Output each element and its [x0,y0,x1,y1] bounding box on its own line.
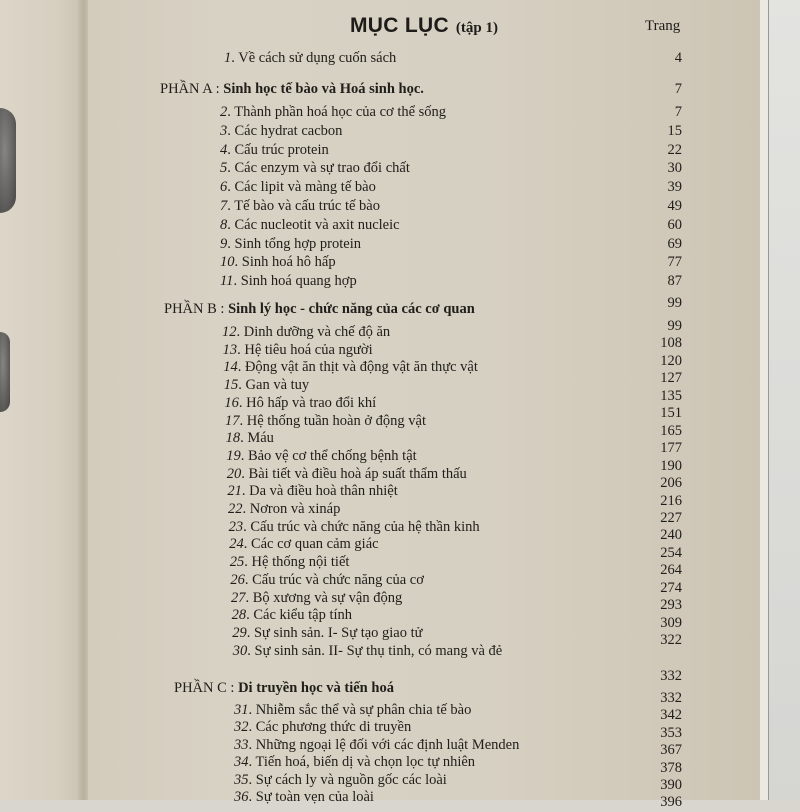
entry-title: Bảo vệ cơ thể chống bệnh tật [247,447,417,464]
entry-label [220,234,361,254]
entry-number: 14 [223,359,238,376]
entry-page: 135 [660,387,682,404]
entry-page: 332 [660,690,682,706]
toc-part [88,79,760,99]
entry-separator: . [248,702,256,718]
entry-page: 240 [660,527,682,544]
entry-page: 15 [667,122,682,139]
entry-number: 34 [234,754,249,771]
entry-number: 30 [232,642,248,659]
entry-number: 18 [225,430,241,447]
entry-separator: . [247,642,255,659]
entry-separator: . [248,789,256,805]
entry-number: 17 [225,412,240,429]
entry-label [224,48,396,68]
entry-separator: . [231,50,239,66]
entry-title: Tiến hoá, biến dị và chọn lọc tự nhiên [255,754,476,771]
entry-number: 2 [220,104,228,120]
entry-title: Da và điều hoà thân nhiệt [249,483,398,500]
entry-page: 39 [667,179,682,196]
toc-page [88,0,760,810]
entry-separator: . [246,607,254,624]
entry-number: 32 [234,719,249,736]
entry-page: 396 [660,794,682,810]
entry-page: 227 [660,509,682,526]
entry-separator: . [227,179,235,196]
entry-page: 353 [660,724,682,741]
entry-number: 13 [222,341,238,358]
entry-title: Những ngoại lệ đối với các định luật Menden [255,736,520,753]
entry-separator: . [241,465,249,482]
entry-number: 4 [220,141,228,158]
toc-entry [88,48,760,68]
entry-separator: . [236,324,244,340]
illustration-bottom [0,332,10,412]
entry-separator: . [237,341,245,358]
entry-number: 27 [231,589,246,606]
entry-page: 99 [667,318,682,334]
entry-page: 49 [667,198,682,214]
entry-label [220,121,342,141]
entry-separator: . [238,377,246,394]
entry-label [220,177,376,197]
entry-title: Sinh hoá hô hấp [241,254,336,271]
toc-entry [88,234,760,254]
entry-title: Sự sinh sản. II- Sự thụ tinh, có mang và đẻ [254,642,503,659]
entry-number: 21 [227,483,242,500]
entry-title: Dinh dưỡng và chế độ ăn [243,324,391,340]
entry-page: 378 [660,759,682,776]
entry-title: Các hydrat cacbon [234,122,343,139]
entry-title: Nhiễm sắc thể và sự phân chia tế bào [255,702,472,718]
entry-title: Các cơ quan cảm giác [250,536,379,553]
entry-separator: . [244,554,252,571]
toc-entry [88,158,760,178]
entry-separator: . [227,122,235,139]
entry-label [220,252,336,272]
entry-number: 25 [229,554,245,571]
entry-title: Về cách sử dụng cuốn sách [238,50,397,66]
entry-title: Các kiểu tập tính [253,607,352,624]
entry-number: 12 [222,324,237,340]
entry-title: Thành phần hoá học của cơ thể sống [234,104,447,120]
entry-page: 108 [660,335,682,352]
entry-number: 3 [220,122,228,139]
entry-page: 264 [660,562,682,579]
entry-page: 177 [660,440,682,457]
entry-title: Hệ tiêu hoá của người [244,341,373,358]
entry-number: 8 [220,216,228,233]
entry-title: Các lipit và màng tế bào [234,179,376,196]
entry-label [220,271,357,291]
entry-separator: . [227,160,235,177]
page-edge [760,0,769,800]
entry-number: 11 [220,273,234,290]
part-label [160,79,424,99]
entry-page: 151 [660,405,682,422]
entry-page: 165 [660,422,682,439]
entry-number: 22 [228,501,243,517]
entry-separator: . [233,273,241,290]
entry-page: 206 [660,475,682,492]
entry-separator: . [227,198,235,214]
entry-title: Gan và tuy [245,377,310,394]
toc-title-volume: (tập 1) [455,20,498,36]
entry-separator: . [242,501,250,517]
entry-page: 30 [667,160,682,177]
entry-title: Bộ xương và sự vận động [252,589,403,606]
entry-page: 190 [660,457,682,474]
part-page: 99 [667,295,682,311]
entry-number: 24 [229,536,244,553]
part-label [174,678,394,698]
part-title: Di truyền học và tiến hoá [238,680,394,696]
entry-separator: . [248,719,256,736]
entry-page: 367 [660,742,682,759]
entry-separator: . [237,359,245,376]
toc-entry [88,177,760,197]
entry-number: 15 [223,377,239,394]
entry-number: 23 [228,518,244,535]
entry-title: Các enzym và sự trao đổi chất [234,160,410,177]
entry-title: Sinh tổng hợp protein [234,235,361,252]
entry-title: Nơron và xináp [249,501,341,517]
entry-page: 7 [674,104,682,120]
entry-title: Các nucleotit và axit nucleic [234,216,400,233]
toc-entry [88,102,760,122]
entry-page: 77 [667,254,682,271]
entry-page: 22 [667,141,682,158]
part-title: Sinh học tế bào và Hoá sinh học. [223,81,424,97]
entry-title: Các phương thức di truyền [255,719,412,736]
entry-separator: . [240,447,248,464]
entry-separator: . [248,754,256,771]
entry-page: 69 [667,235,682,252]
entry-separator: . [248,771,256,788]
entry-number: 29 [232,624,247,641]
entry-number: 35 [234,771,249,788]
entry-title: Cấu trúc protein [234,141,329,158]
entry-separator: . [227,216,235,233]
entry-page: 293 [660,597,682,614]
entry-title: Sự cách ly và nguồn gốc các loài [255,771,447,788]
entry-number: 36 [234,789,249,805]
part-title: Sinh lý học - chức năng của các cơ quan [228,301,475,317]
entry-page: 87 [667,273,682,290]
entry-page: 274 [660,579,682,596]
part-page: 332 [660,668,682,684]
entry-page: 120 [660,352,682,369]
entry-number: 6 [220,179,228,196]
entry-separator: . [241,483,250,500]
entry-label [220,215,400,235]
entry-separator: . [244,571,253,588]
entry-number: 7 [220,198,228,214]
facing-page [0,0,84,800]
entry-title: Cấu trúc và chức năng của hệ thần kinh [250,518,480,535]
toc-entry [88,121,760,141]
entry-number: 19 [226,447,241,464]
toc-entry [88,215,760,235]
entry-page: 4 [674,50,682,66]
entry-page: 309 [660,614,682,631]
entry-separator: . [238,394,247,411]
entry-separator: . [239,412,247,429]
part-page: 7 [674,81,682,97]
entry-label [220,196,380,216]
entry-label [220,140,329,160]
entry-title: Sinh hoá quang hợp [240,273,357,290]
entry-number: 9 [220,235,228,252]
entry-separator: . [243,536,251,553]
entry-page: 127 [660,370,682,387]
toc-entry [88,196,760,216]
entry-title: Tế bào và cấu trúc tế bào [234,198,380,214]
entry-number: 31 [234,702,249,718]
illustration-top [0,108,16,213]
entry-title: Bài tiết và điều hoà áp suất thẩm thấu [248,465,467,482]
entry-title: Động vật ăn thịt và động vật ăn thực vật [244,359,478,376]
part-prefix: PHẦN A : [160,81,220,97]
entry-page: 342 [660,707,682,724]
entry-number: 5 [220,160,228,177]
entry-separator: . [240,430,248,447]
entry-page: 254 [660,544,682,561]
part-prefix: PHẦN B : [164,301,225,317]
entry-separator: . [227,104,235,120]
toc-entry [88,252,760,272]
entry-number: 20 [226,465,242,482]
entry-number: 33 [234,736,249,753]
entry-page: 322 [660,632,682,649]
toc-entry [88,271,760,291]
entry-page: 60 [667,216,682,233]
entry-label [233,641,502,661]
entry-title: Hệ thống tuần hoàn ở động vật [246,412,426,429]
entry-number: 28 [231,607,247,624]
entry-number: 16 [224,394,239,411]
entry-separator: . [246,624,254,641]
entry-label [220,158,410,178]
part-prefix: PHẦN C : [174,680,235,696]
entry-separator: . [227,235,235,252]
page-column-header: Trang [645,18,681,34]
entry-title: Hệ thống nội tiết [251,554,350,571]
part-label [164,299,475,319]
toc-title-main: MỤC LỤC [350,14,449,37]
entry-title: Hô hấp và trao đổi khí [246,394,377,411]
entry-title: Sự sinh sản. I- Sự tạo giao tử [253,624,423,641]
entry-separator: . [243,518,251,535]
entry-page: 216 [660,492,682,509]
entry-title: Sự toàn vẹn của loài [255,789,374,805]
entry-separator: . [248,736,256,753]
background-surface [769,0,800,800]
entry-number: 26 [230,571,245,588]
entry-separator: . [227,141,235,158]
entry-title: Cấu trúc và chức năng của cơ [252,571,424,588]
entry-page: 390 [660,777,682,793]
entry-number: 10 [220,254,235,271]
toc-entry [88,140,760,160]
entry-label [220,102,446,122]
entry-number: 1 [224,50,232,66]
entry-separator: . [245,589,253,606]
entry-separator: . [234,254,242,271]
entry-title: Máu [247,430,274,447]
trailing-page-number [88,792,760,812]
